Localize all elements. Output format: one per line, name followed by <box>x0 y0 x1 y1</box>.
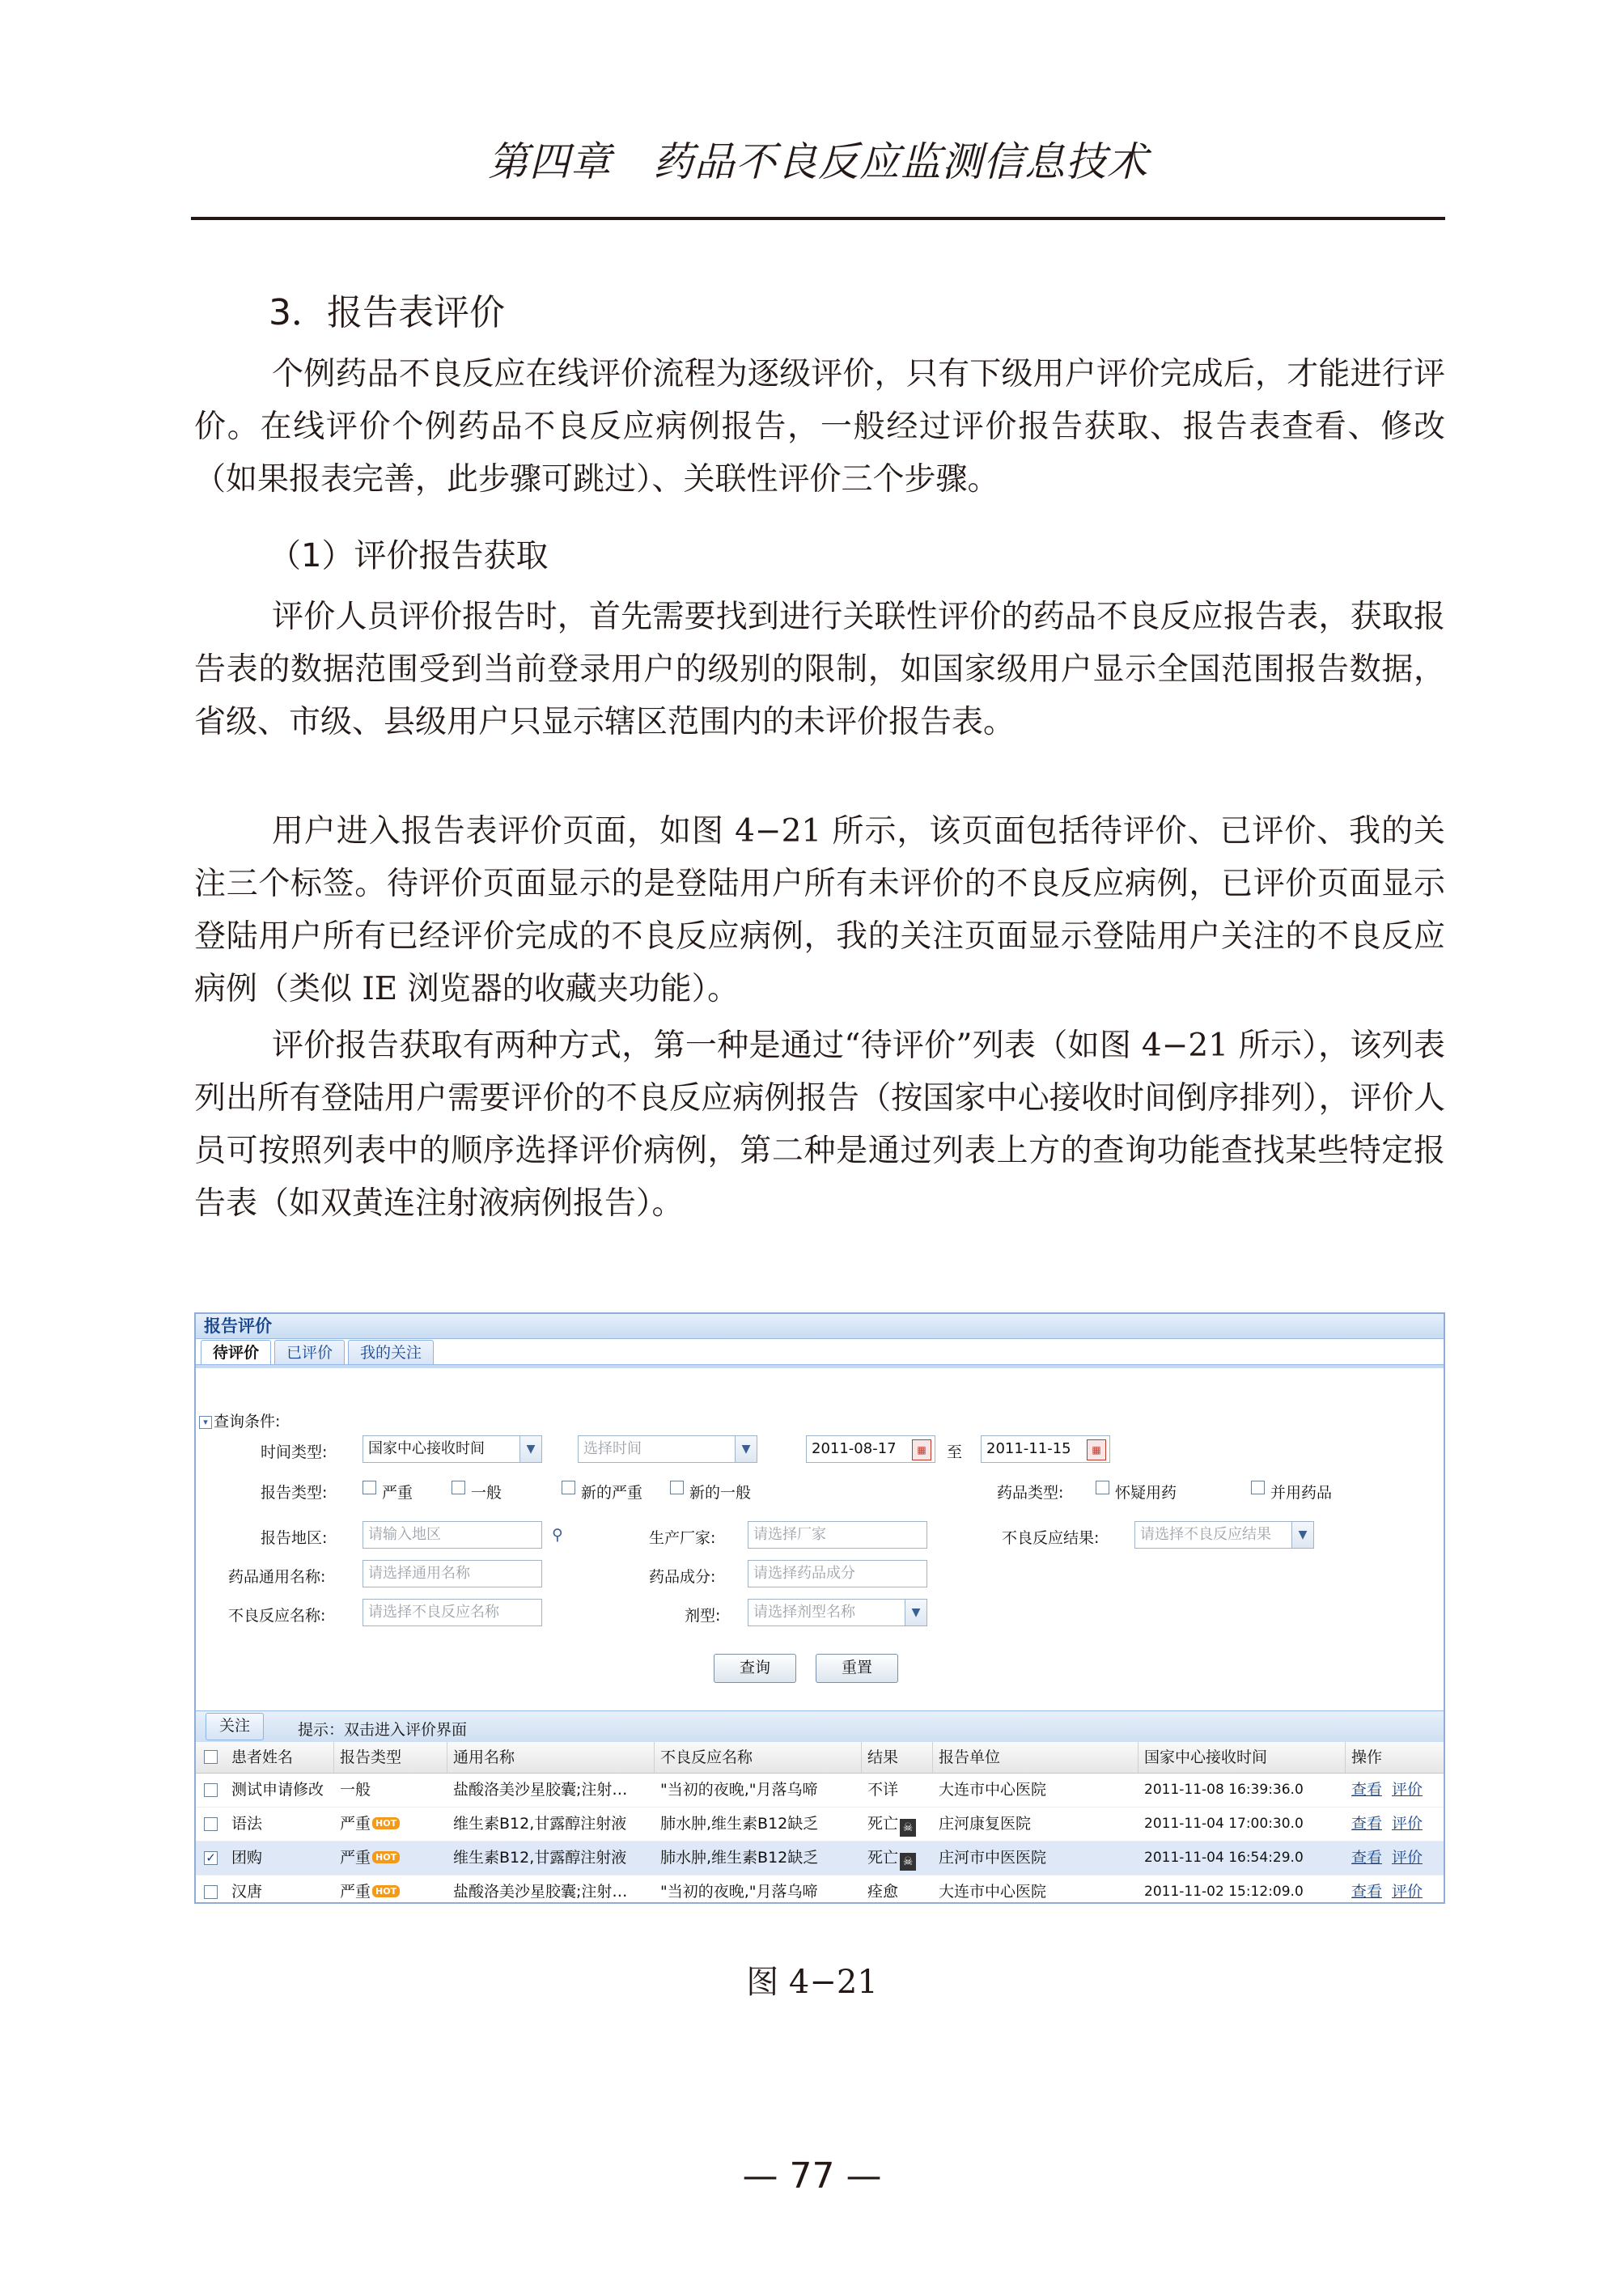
checkbox-new-general[interactable] <box>670 1481 684 1494</box>
tab-bar <box>201 1340 434 1365</box>
ingredient-placeholder: 请选择药品成分 <box>753 1565 855 1582</box>
query-button[interactable]: 查询 <box>714 1654 796 1683</box>
collapse-icon[interactable]: ▾ <box>199 1411 212 1429</box>
tab-evaluated[interactable]: 已评价 <box>274 1340 345 1365</box>
select-all-checkbox[interactable] <box>204 1750 218 1764</box>
tab-pending[interactable]: 待评价 <box>201 1340 271 1365</box>
column-header-result[interactable]: 结果 <box>867 1748 899 1766</box>
receive-time: 2011-11-04 16:54:29.0 <box>1144 1850 1304 1866</box>
chevron-down-icon: ▼ <box>735 1436 757 1462</box>
column-divider <box>932 1742 933 1773</box>
checkbox-general[interactable] <box>452 1481 465 1494</box>
paragraph-4: 评价报告获取有两种方式，第一种是通过“待评价”列表（如图 4−21 所示），该列表列出所有登陆用户需要评价的不良反应病例报告（按国家中心接收时间倒序排列），评价人员可按照列表中的顺序选择评价病例，第二种是通过列表上方的查询功能查找某些特定报告表（如双黄连注射液病例报告）。 <box>194 1028 1445 1222</box>
report-type-cell <box>340 1808 400 1841</box>
calendar-icon[interactable]: ▦ <box>1087 1439 1106 1460</box>
adr-result-select[interactable] <box>1134 1521 1314 1549</box>
panel-title: 报告评价 <box>196 1314 1444 1339</box>
time-type-value: 国家中心接收时间 <box>368 1440 485 1457</box>
hot-badge: HOT <box>372 1817 400 1829</box>
generic-name: 维生素B12,甘露醇注射液 <box>453 1849 627 1867</box>
patient-name: 测试申请修改 <box>231 1781 324 1799</box>
view-link[interactable]: 查看 <box>1351 1849 1383 1867</box>
section-title: 3．报告表评价 <box>269 292 505 333</box>
column-divider <box>654 1742 655 1773</box>
subsection-title: （1）评价报告获取 <box>269 537 549 574</box>
generic-name-input[interactable] <box>363 1560 542 1587</box>
grid-header <box>196 1742 1444 1774</box>
dosage-label: 剂型: <box>685 1607 721 1625</box>
paragraph-1: 个例药品不良反应在线评价流程为逐级评价，只有下级用户评价完成后，才能进行评价。在线评价个例药品不良反应病例报告，一般经过评价报告获取、报告表查看、修改（如果报表完善，此步骤可跳过）、关联性评价三个步骤。 <box>194 356 1445 498</box>
adr-result-placeholder: 请选择不良反应结果 <box>1140 1526 1271 1543</box>
adr-name-placeholder: 请选择不良反应名称 <box>368 1604 499 1621</box>
page-number: — 77 — <box>742 2155 882 2197</box>
table-row[interactable] <box>196 1876 1444 1904</box>
query-header: 查询条件: <box>214 1413 281 1430</box>
adr-name: 肺水肿,维生素B12缺乏 <box>660 1849 819 1867</box>
adr-result-label: 不良反应结果: <box>1002 1529 1100 1547</box>
adr-name-input[interactable] <box>363 1599 542 1626</box>
date-to-value: 2011-11-15 <box>986 1440 1071 1457</box>
time-type-select[interactable] <box>363 1435 542 1463</box>
chevron-down-icon: ▼ <box>1291 1522 1313 1548</box>
adr-name: "当初的夜晚,"月落乌啼 <box>660 1781 818 1799</box>
table-row[interactable] <box>196 1808 1444 1842</box>
row-checkbox[interactable] <box>204 1783 218 1797</box>
evaluate-link[interactable]: 评价 <box>1392 1849 1423 1867</box>
patient-name: 语法 <box>231 1815 263 1833</box>
patient-name: 团购 <box>231 1849 263 1867</box>
drug-type-suspect: 怀疑用药 <box>1115 1484 1177 1502</box>
view-link[interactable]: 查看 <box>1351 1781 1383 1799</box>
dosage-select[interactable] <box>748 1599 927 1626</box>
date-from-input[interactable] <box>806 1435 935 1463</box>
adr-name-label: 不良反应名称: <box>228 1607 326 1625</box>
checkbox-serious[interactable] <box>363 1481 376 1494</box>
column-header-report-type[interactable]: 报告类型 <box>340 1748 402 1766</box>
adr-name: 肺水肿,维生素B12缺乏 <box>660 1815 819 1833</box>
region-placeholder: 请输入地区 <box>368 1526 441 1543</box>
skull-icon: ☠ <box>900 1853 916 1871</box>
report-unit: 庄河康复医院 <box>939 1815 1032 1833</box>
grid-toolbar <box>196 1710 1444 1743</box>
paragraph-2: 评价人员评价报告时，首先需要找到进行关联性评价的药品不良反应报告表，获取报告表的数据范围受到当前登录用户的级别的限制，如国家级用户显示全国范围报告数据，省级、市级、县级用户只显示辖区范围内的未评价报告表。 <box>194 599 1445 740</box>
drug-type-concomitant: 并用药品 <box>1270 1484 1333 1502</box>
report-type: 严重 <box>340 1883 371 1901</box>
date-to-label: 至 <box>947 1443 963 1461</box>
evaluate-link[interactable]: 评价 <box>1392 1781 1423 1799</box>
manufacturer-placeholder: 请选择厂家 <box>753 1526 826 1543</box>
ingredient-label: 药品成分: <box>649 1568 716 1586</box>
region-input[interactable] <box>363 1521 542 1549</box>
receive-time: 2011-11-02 15:12:09.0 <box>1144 1884 1304 1900</box>
report-evaluation-screenshot <box>194 1312 1445 1904</box>
adr-name: "当初的夜晚,"月落乌啼 <box>660 1883 818 1901</box>
report-type: 一般 <box>340 1781 371 1799</box>
receive-time: 2011-11-04 17:00:30.0 <box>1144 1816 1304 1832</box>
date-from-value: 2011-08-17 <box>812 1440 897 1457</box>
receive-time: 2011-11-08 16:39:36.0 <box>1144 1782 1304 1798</box>
paragraph-3: 用户进入报告表评价页面，如图 4−21 所示，该页面包括待评价、已评价、我的关注三个标签。待评价页面显示的是登陆用户所有未评价的不良反应病例，已评价页面显示登陆用户所有已经评价完成的不良反应病例，我的关注页面显示登陆用户关注的不良反应病例（类似 IE 浏览器的收藏夹功能）。 <box>194 813 1445 1007</box>
report-unit: 大连市中心医院 <box>939 1781 1047 1799</box>
report-type-label: 报告类型: <box>261 1484 328 1502</box>
evaluate-link[interactable]: 评价 <box>1392 1883 1423 1901</box>
reset-button[interactable]: 重置 <box>816 1654 898 1683</box>
time-type-label: 时间类型: <box>261 1443 328 1461</box>
result: 痊愈 <box>867 1883 899 1901</box>
checkbox-new-serious[interactable] <box>562 1481 575 1494</box>
report-unit: 大连市中心医院 <box>939 1883 1047 1901</box>
drug-type-label: 药品类型: <box>997 1484 1064 1502</box>
generic-name: 维生素B12,甘露醇注射液 <box>453 1815 627 1833</box>
table-row[interactable] <box>196 1774 1444 1808</box>
result-cell <box>867 1808 916 1841</box>
dosage-placeholder: 请选择剂型名称 <box>753 1604 855 1621</box>
row-checkbox-checked[interactable]: ✓ <box>204 1851 218 1865</box>
column-header-adr-name[interactable]: 不良反应名称 <box>660 1748 753 1766</box>
report-type-serious: 严重 <box>382 1484 413 1502</box>
table-row-selected[interactable] <box>196 1842 1444 1876</box>
grid-hint: 提示：双击进入评价界面 <box>298 1721 468 1739</box>
hot-badge: HOT <box>372 1885 400 1897</box>
report-type-new-general: 新的一般 <box>689 1484 752 1502</box>
column-divider <box>861 1742 862 1773</box>
view-link[interactable]: 查看 <box>1351 1883 1383 1901</box>
result-cell <box>867 1842 916 1875</box>
result: 死亡 <box>867 1815 899 1833</box>
column-divider <box>333 1742 334 1773</box>
manufacturer-input[interactable] <box>748 1521 927 1549</box>
result: 死亡 <box>867 1849 899 1867</box>
column-header-actions: 操作 <box>1351 1748 1383 1766</box>
row-checkbox[interactable] <box>204 1885 218 1899</box>
report-type: 严重 <box>340 1815 371 1833</box>
chevron-down-icon: ▼ <box>519 1436 541 1462</box>
report-type-new-serious: 新的严重 <box>581 1484 643 1502</box>
evaluate-link[interactable]: 评价 <box>1392 1815 1423 1833</box>
date-to-input[interactable] <box>981 1435 1110 1463</box>
header-rule <box>191 217 1445 220</box>
generic-name: 盐酸洛美沙星胶囊;注射… <box>453 1883 628 1901</box>
result: 不详 <box>867 1781 899 1799</box>
column-divider <box>1345 1742 1346 1773</box>
figure-caption: 图 4−21 <box>746 1964 878 2001</box>
tab-my-follow[interactable]: 我的关注 <box>348 1340 434 1365</box>
column-header-unit[interactable]: 报告单位 <box>939 1748 1001 1766</box>
generic-name-label: 药品通用名称: <box>228 1568 326 1586</box>
follow-button[interactable]: 关注 <box>206 1713 264 1740</box>
column-header-patient[interactable]: 患者姓名 <box>231 1748 294 1766</box>
skull-icon: ☠ <box>900 1819 916 1837</box>
time-select[interactable] <box>578 1435 757 1463</box>
generic-name-placeholder: 请选择通用名称 <box>368 1565 470 1582</box>
view-link[interactable]: 查看 <box>1351 1815 1383 1833</box>
report-type-cell <box>340 1876 400 1904</box>
chevron-down-icon: ▼ <box>905 1600 926 1625</box>
hot-badge: HOT <box>372 1851 400 1863</box>
checkbox-concomitant-drug[interactable] <box>1251 1481 1265 1494</box>
calendar-icon[interactable]: ▦ <box>912 1439 931 1460</box>
report-type-cell <box>340 1842 400 1875</box>
report-unit: 庄河市中医医院 <box>939 1849 1047 1867</box>
column-header-receive-time[interactable]: 国家中心接收时间 <box>1144 1748 1268 1766</box>
time-select-placeholder: 选择时间 <box>583 1440 642 1457</box>
ingredient-input[interactable] <box>748 1560 927 1587</box>
manufacturer-label: 生产厂家: <box>649 1529 716 1547</box>
tab-strip <box>196 1364 1444 1368</box>
checkbox-suspect-drug[interactable] <box>1096 1481 1109 1494</box>
report-type: 严重 <box>340 1849 371 1867</box>
patient-name: 汉唐 <box>231 1883 263 1901</box>
row-checkbox[interactable] <box>204 1817 218 1831</box>
column-header-generic-name[interactable]: 通用名称 <box>453 1748 515 1766</box>
generic-name: 盐酸洛美沙星胶囊;注射… <box>453 1781 628 1799</box>
region-label: 报告地区: <box>261 1529 328 1547</box>
search-icon[interactable]: ⚲ <box>552 1526 563 1544</box>
chapter-title: 第四章 药品不良反应监测信息技术 <box>488 138 1148 185</box>
report-type-general: 一般 <box>471 1484 502 1502</box>
